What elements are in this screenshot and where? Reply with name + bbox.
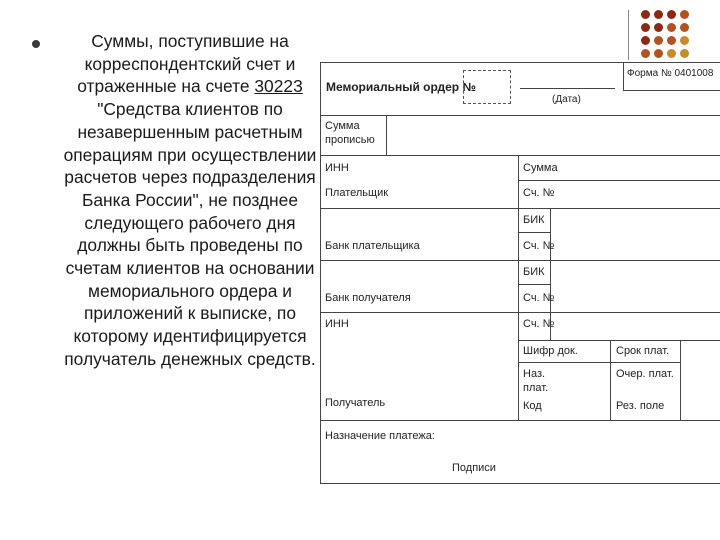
amount-words-label: прописью	[325, 134, 375, 146]
decorative-dot	[654, 23, 663, 32]
payer-bank-label: Банк плательщика	[325, 240, 420, 252]
row-line	[518, 180, 720, 181]
recipient-label: Получатель	[325, 397, 386, 409]
decorative-dot	[654, 10, 663, 19]
slide-text	[60, 30, 320, 371]
decorative-dot	[641, 10, 650, 19]
inn-label: ИНН	[325, 318, 349, 330]
bullet-icon	[32, 40, 40, 48]
form-title: Мемориальный ордер №	[326, 80, 476, 94]
decorative-dot	[667, 49, 676, 58]
cipher-label: Шифр док.	[523, 345, 578, 357]
reserve-label: Рез. поле	[616, 400, 665, 412]
row-line	[320, 208, 720, 209]
row-line	[320, 155, 720, 156]
col-line	[550, 208, 551, 260]
decorative-dot	[667, 36, 676, 45]
col-line	[610, 340, 611, 420]
account-label: Сч. №	[523, 318, 555, 330]
decorative-dots	[641, 10, 720, 62]
text-part: Суммы, поступившие на корреспондентский счет и отраженные на счете	[77, 31, 296, 97]
purpose-short-label: Наз.	[523, 368, 546, 380]
row-line	[518, 362, 680, 363]
account-label: Сч. №	[523, 187, 555, 199]
account-label: Сч. №	[523, 240, 555, 252]
code-box-left	[623, 62, 624, 90]
row-line	[518, 284, 550, 285]
amount-words-label: Сумма	[325, 120, 360, 132]
col-line	[550, 260, 551, 312]
signatures-label: Подписи	[452, 462, 496, 474]
row-line	[320, 312, 720, 313]
payment-order-label: Очер. плат.	[616, 368, 674, 380]
inn-label: ИНН	[325, 162, 349, 174]
number-box	[463, 70, 511, 104]
decorative-dot	[654, 49, 663, 58]
row-line	[518, 340, 720, 341]
date-label: (Дата)	[552, 94, 581, 105]
decorative-dot	[680, 10, 689, 19]
decorative-dot	[654, 36, 663, 45]
col-line	[386, 115, 387, 155]
row-line	[320, 420, 720, 421]
decorative-dot	[680, 36, 689, 45]
decorative-dot	[641, 36, 650, 45]
form-top-border	[320, 62, 720, 63]
middle-col-line	[518, 155, 519, 420]
decorative-dot	[680, 23, 689, 32]
row-line	[518, 232, 550, 233]
decorative-dot	[680, 49, 689, 58]
text-part: "Средства клиентов по незавершенным расчетным операциям при осуществлении расчетов через подразделения Банка России", не позднее следующего рабочего дня должны быть проведены по счетам клиентов на основании мемориального ордера и приложений к выписке, по которому идентифицируется получатель денежных средств.	[63, 99, 317, 369]
decorative-dot	[641, 23, 650, 32]
payer-label: Плательщик	[325, 187, 389, 199]
row-line	[320, 115, 720, 116]
decorative-dot	[667, 23, 676, 32]
purpose-short-label: плат.	[523, 382, 549, 394]
decorative-dot	[641, 49, 650, 58]
bik-label: БИК	[523, 214, 545, 226]
date-line	[520, 88, 615, 89]
sum-label: Сумма	[523, 162, 558, 174]
code-box-bottom	[623, 90, 720, 91]
account-number: 30223	[254, 76, 303, 97]
payment-term-label: Срок плат.	[616, 345, 670, 357]
decorative-dot	[667, 10, 676, 19]
code-label: Код	[523, 400, 542, 412]
recipient-bank-label: Банк получателя	[325, 292, 411, 304]
memorial-order-form	[320, 60, 720, 484]
col-line	[680, 340, 681, 420]
form-bottom-border	[320, 483, 720, 484]
row-line	[320, 260, 720, 261]
form-code: Форма № 0401008	[627, 68, 714, 79]
account-label: Сч. №	[523, 292, 555, 304]
payment-purpose-label: Назначение платежа:	[325, 430, 435, 442]
bik-label: БИК	[523, 266, 545, 278]
divider-line	[628, 10, 629, 60]
